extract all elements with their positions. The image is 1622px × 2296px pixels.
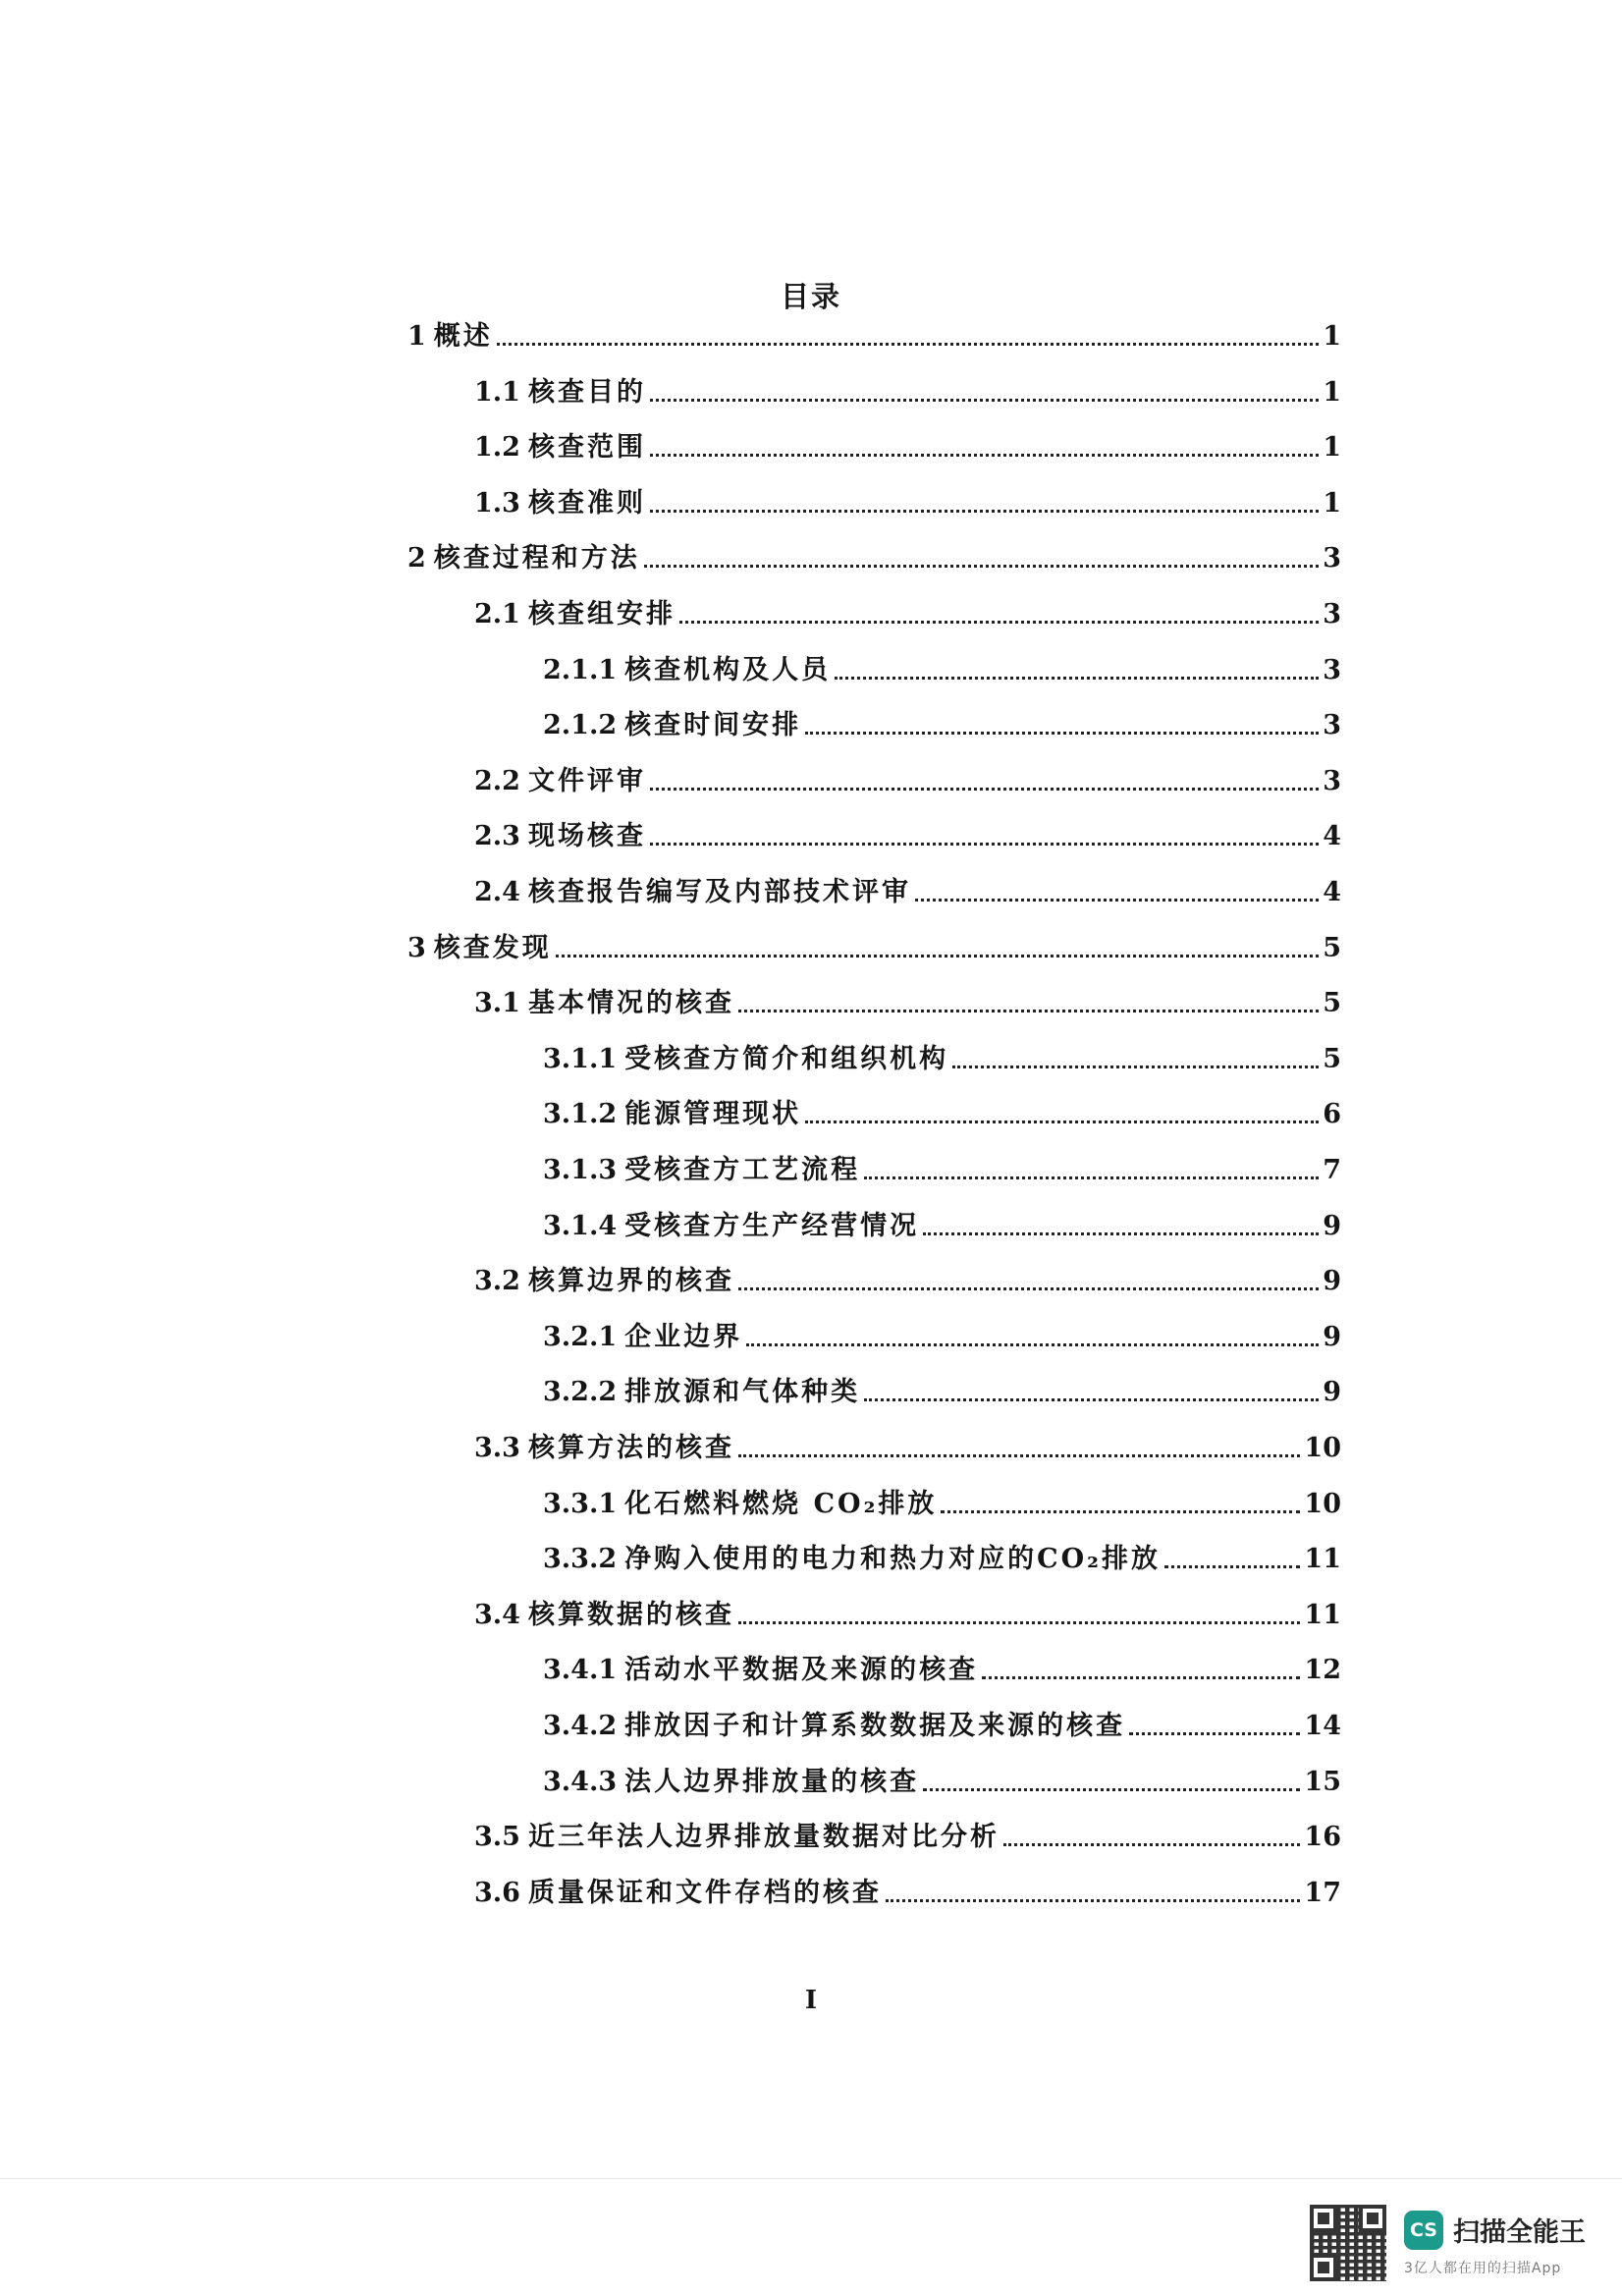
toc-entry-number: 3.3.1	[543, 1489, 618, 1519]
toc-entry-title: 化石燃料燃烧 CO₂排放	[624, 1489, 938, 1519]
toc-entry-number: 3.1	[474, 988, 520, 1018]
toc-entry-number: 3.4.2	[543, 1711, 618, 1741]
toc-entry-title: 核算方法的核查	[527, 1433, 734, 1463]
toc-entry-page: 9	[1323, 1211, 1341, 1241]
toc-entry-number: 1.1	[474, 377, 520, 408]
toc-dot-leader	[923, 1787, 1300, 1791]
page-number: I	[804, 1986, 818, 2015]
toc-entry-level-3[interactable]	[543, 1148, 1341, 1187]
toc-entry-title: 排放因子和计算系数数据及来源的核查	[624, 1711, 1126, 1741]
toc-entry-title: 能源管理现状	[624, 1099, 802, 1129]
toc-dot-leader	[650, 453, 1319, 457]
toc-entry-number: 3.5	[474, 1822, 520, 1852]
toc-entry-page: 12	[1304, 1655, 1341, 1685]
toc-entry-number: 3.1.4	[543, 1211, 618, 1241]
qr-code-icon	[1310, 2205, 1386, 2281]
toc-entry-number: 3.2.1	[543, 1322, 618, 1352]
toc-dot-leader	[738, 1453, 1300, 1457]
toc-entry-title: 核查发现	[433, 933, 552, 963]
toc-entry-level-2[interactable]	[474, 370, 1341, 410]
toc-entry-title: 核查机构及人员	[624, 655, 832, 685]
toc-entry-level-3[interactable]	[543, 1370, 1341, 1409]
toc-entry-page: 3	[1323, 766, 1341, 796]
toc-entry-page: 3	[1323, 655, 1341, 685]
toc-entry-title: 排放源和气体种类	[624, 1377, 861, 1407]
toc-entry-title: 企业边界	[624, 1322, 743, 1352]
toc-heading: 目录	[780, 280, 841, 313]
toc-entry-level-2[interactable]	[474, 425, 1341, 465]
toc-dot-leader	[738, 1286, 1319, 1290]
toc-entry-level-3[interactable]	[543, 648, 1341, 687]
toc-dot-leader	[864, 1397, 1319, 1401]
toc-entry-level-2[interactable]	[474, 592, 1341, 631]
toc-dot-leader	[1003, 1842, 1300, 1846]
toc-entry-level-1[interactable]	[407, 536, 1341, 575]
toc-entry-page: 11	[1304, 1600, 1341, 1630]
toc-entry-level-3[interactable]	[543, 1482, 1341, 1521]
toc-dot-leader	[497, 342, 1319, 346]
toc-entry-number: 3.4.3	[543, 1767, 618, 1797]
toc-dot-leader	[923, 1231, 1319, 1235]
toc-entry-number: 3.4	[474, 1600, 520, 1630]
toc-entry-level-1[interactable]	[407, 926, 1341, 965]
toc-entry-title: 现场核查	[527, 821, 646, 851]
footer-divider	[0, 2178, 1622, 2179]
toc-entry-title: 文件评审	[527, 766, 646, 796]
toc-entry-number: 3	[407, 933, 426, 963]
toc-entry-page: 5	[1323, 1044, 1341, 1074]
toc-entry-page: 1	[1323, 432, 1341, 463]
toc-entry-title: 受核查方生产经营情况	[624, 1211, 920, 1241]
toc-entry-level-3[interactable]	[543, 1037, 1341, 1076]
toc-entry-page: 3	[1323, 710, 1341, 740]
toc-entry-title: 核查准则	[527, 488, 646, 519]
toc-entry-title: 受核查方简介和组织机构	[624, 1044, 949, 1074]
toc-entry-page: 10	[1304, 1433, 1341, 1463]
toc-entry-number: 2.1.2	[543, 710, 618, 740]
toc-dot-leader	[650, 787, 1319, 791]
toc-entry-level-3[interactable]	[543, 1315, 1341, 1354]
toc-entry-number: 2.1	[474, 599, 520, 629]
toc-dot-leader	[805, 1120, 1319, 1123]
toc-entry-level-2[interactable]	[474, 759, 1341, 798]
toc-entry-level-2[interactable]	[474, 1593, 1341, 1632]
toc-dot-leader	[941, 1509, 1300, 1513]
toc-dot-leader	[835, 676, 1319, 680]
toc-entry-page: 6	[1323, 1099, 1341, 1129]
toc-dot-leader	[952, 1065, 1319, 1068]
toc-entry-page: 1	[1323, 488, 1341, 519]
toc-dot-leader	[915, 898, 1319, 902]
toc-entry-page: 4	[1323, 877, 1341, 907]
toc-dot-leader	[738, 1620, 1300, 1624]
toc-entry-level-2[interactable]	[474, 870, 1341, 909]
toc-entry-number: 3.1.1	[543, 1044, 618, 1074]
scanner-slogan: 3亿人都在用的扫描App	[1404, 2261, 1562, 2276]
toc-entry-page: 11	[1304, 1544, 1341, 1574]
toc-entry-page: 9	[1323, 1266, 1341, 1296]
toc-entry-number: 2.2	[474, 766, 520, 796]
toc-entry-page: 14	[1304, 1711, 1341, 1741]
toc-entry-page: 5	[1323, 933, 1341, 963]
toc-entry-title: 概述	[433, 321, 493, 352]
toc-entry-number: 3.4.1	[543, 1655, 618, 1685]
toc-entry-title: 核查时间安排	[624, 710, 802, 740]
toc-entry-page: 1	[1323, 377, 1341, 408]
toc-entry-number: 3.1.3	[543, 1155, 618, 1185]
toc-dot-leader	[1129, 1731, 1300, 1735]
toc-entry-level-3[interactable]	[543, 1537, 1341, 1576]
toc-entry-level-2[interactable]	[474, 1871, 1341, 1910]
toc-entry-title: 基本情况的核查	[527, 988, 734, 1018]
toc-dot-leader	[679, 620, 1319, 624]
toc-dot-leader	[864, 1175, 1319, 1179]
toc-entry-page: 7	[1323, 1155, 1341, 1185]
toc-entry-level-2[interactable]	[474, 1815, 1341, 1854]
toc-entry-number: 3.1.2	[543, 1099, 618, 1129]
toc-entry-level-3[interactable]	[543, 1760, 1341, 1799]
toc-entry-number: 2	[407, 543, 426, 574]
scanner-watermark	[1310, 2205, 1604, 2283]
toc-dot-leader	[650, 509, 1319, 513]
toc-entry-title: 法人边界排放量的核查	[624, 1767, 920, 1797]
toc-entry-title: 活动水平数据及来源的核查	[624, 1655, 979, 1685]
toc-entry-number: 3.3	[474, 1433, 520, 1463]
toc-entry-number: 2.4	[474, 877, 520, 907]
toc-dot-leader	[650, 398, 1319, 402]
toc-dot-leader	[1164, 1564, 1300, 1568]
toc-entry-page: 16	[1304, 1822, 1341, 1852]
toc-entry-title: 核查过程和方法	[433, 543, 640, 574]
toc-entry-level-3[interactable]	[543, 1648, 1341, 1687]
toc-entry-title: 核查目的	[527, 377, 646, 408]
toc-entry-page: 3	[1323, 543, 1341, 574]
toc-entry-level-2[interactable]	[474, 1259, 1341, 1298]
toc-entry-number: 3.2	[474, 1266, 520, 1296]
toc-entry-number: 1.3	[474, 488, 520, 519]
toc-entry-level-3[interactable]	[543, 703, 1341, 742]
toc-entry-title: 质量保证和文件存档的核查	[527, 1878, 882, 1908]
toc-entry-page: 9	[1323, 1377, 1341, 1407]
toc-entry-level-3[interactable]	[543, 1204, 1341, 1243]
toc-entry-title: 核查范围	[527, 432, 646, 463]
toc-dot-leader	[650, 842, 1319, 846]
toc-entry-title: 核算数据的核查	[527, 1600, 734, 1630]
toc-entry-page: 15	[1304, 1767, 1341, 1797]
toc-entry-number: 3.2.2	[543, 1377, 618, 1407]
toc-entry-level-3[interactable]	[543, 1092, 1341, 1131]
toc-dot-leader	[556, 954, 1319, 957]
toc-entry-page: 10	[1304, 1489, 1341, 1519]
toc-entry-level-1[interactable]	[407, 314, 1341, 354]
toc-dot-leader	[805, 731, 1319, 735]
toc-entry-title: 核查组安排	[527, 599, 676, 629]
toc-entry-title: 核查报告编写及内部技术评审	[527, 877, 911, 907]
toc-entry-title: 近三年法人边界排放量数据对比分析	[527, 1822, 1000, 1852]
toc-entry-page: 5	[1323, 988, 1341, 1018]
toc-entry-number: 3.3.2	[543, 1544, 618, 1574]
toc-entry-number: 3.6	[474, 1878, 520, 1908]
toc-dot-leader	[644, 564, 1319, 568]
toc-entry-number: 1.2	[474, 432, 520, 463]
toc-dot-leader	[738, 1009, 1319, 1012]
toc-entry-number: 2.1.1	[543, 655, 618, 685]
toc-entry-level-2[interactable]	[474, 814, 1341, 853]
toc-entry-page: 9	[1323, 1322, 1341, 1352]
camscanner-logo-icon: CS	[1404, 2211, 1443, 2250]
toc-dot-leader	[746, 1342, 1319, 1346]
toc-entry-level-2[interactable]	[474, 481, 1341, 520]
toc-entry-level-2[interactable]	[474, 981, 1341, 1020]
toc-entry-title: 净购入使用的电力和热力对应的CO₂排放	[624, 1544, 1162, 1574]
scanner-brand-name: 扫描全能王	[1453, 2217, 1586, 2248]
toc-entry-number: 1	[407, 321, 426, 352]
toc-entry-page: 4	[1323, 821, 1341, 851]
toc-entry-page: 1	[1323, 321, 1341, 352]
toc-entry-title: 核算边界的核查	[527, 1266, 734, 1296]
toc-entry-title: 受核查方工艺流程	[624, 1155, 861, 1185]
toc-entry-page: 17	[1304, 1878, 1341, 1908]
toc-entry-page: 3	[1323, 599, 1341, 629]
toc-entry-level-2[interactable]	[474, 1426, 1341, 1465]
toc-dot-leader	[982, 1675, 1300, 1679]
toc-entry-level-3[interactable]	[543, 1704, 1341, 1743]
toc-entry-number: 2.3	[474, 821, 520, 851]
toc-dot-leader	[886, 1898, 1300, 1902]
